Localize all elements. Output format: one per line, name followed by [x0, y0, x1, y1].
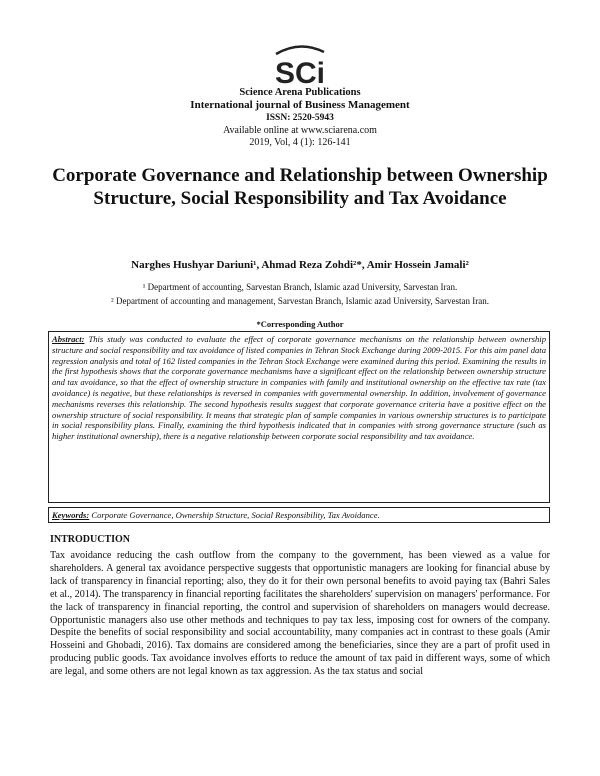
- paper-title: Corporate Governance and Relationship between Ownership Structure, Social Responsibility and Tax Avoidance: [52, 165, 548, 209]
- abstract-label: Abstract:: [52, 334, 85, 344]
- abstract-box: [48, 331, 550, 503]
- affiliation-2: ² Department of accounting and management, Sarvestan Branch, Islamic azad University, Sarvestan Iran.: [111, 296, 489, 306]
- introduction-paragraph: Tax avoidance reducing the cash outflow from the company to the government, has been viewed as a value for shareholders. A general tax avoidance perspective suggests that opportunistic managers are looking for financial abuse by lack of transparency in financial reporting; also, they do it for their own personal benefits to avoid paying tax (Bahri Sales et al., 2014). The transparency in financial reporting facilitates the shareholders' supervision on managers' performance. For the lack of transparency in financial reporting, the control and supervision of shareholders on managers would decrease. Opportunistic managers also use other methods and techniques to pay tax less, imposing cost for owners of the company. Despite the benefits of social responsibility and social accountability, many companies act in contrast to these goals (Amir Hosseini and Ghobadi, 2016). Tax domains are considered among the beneficiaries, since they are a part of profit used in producing public goods. Tax avoidance involves efforts to reduce the amount of tax paid in different ways, some of which are legal, and some others are not legal known as tax aggression. As the tax status and social: [50, 550, 550, 678]
- keywords-label: Keywords:: [52, 510, 90, 520]
- publisher-name: Science Arena Publications: [239, 87, 361, 98]
- abstract-paragraph: [52, 334, 546, 442]
- corresponding-author-note: *Corresponding Author: [256, 319, 344, 329]
- logo-text: SCi: [274, 57, 326, 88]
- keywords-box: [48, 507, 550, 523]
- volume-line: 2019, Vol, 4 (1): 126-141: [249, 137, 351, 148]
- keywords-text: Corporate Governance, Ownership Structure, Social Responsibility, Tax Avoidance.: [89, 510, 380, 520]
- abstract-text: This study was conducted to evaluate the effect of corporate governance mechanisms on the relationship between ownership structure and social responsibility and tax avoidance of listed companies in Tehran Stock Exchange during 2009-2015. For this aim panel data regression analysis and total of 162 listed companies in the Tehran Stock Exchange were examined during this period. Examining the results in the first hypothesis shows that the corporate governance mechanisms have a significant effect on the relationship between ownership structure and tax avoidance, so that the effect of ownership structure in companies with family and institutional ownership on the effective tax rate (tax avoidance) is negative, but these relationships is reversed in companies with governmental ownership. In addition, involvement of governance mechanisms reverses this relationship. The second hypothesis results suggest that corporate governance criteria have a positive effect on the ownership structure of social responsibility. It means that strategic plan of sample companies in various ownership structures is to participate in social responsibility plans. Finally, examining the third hypothesis indicated that in companies with strong governance structure (such as higher institutional ownership), there is a negative relationship between corporate social responsibility and tax avoidance.: [52, 334, 546, 442]
- issn: ISSN: 2520-5943: [266, 113, 334, 123]
- availability-line: Available online at www.sciarena.com: [223, 125, 377, 136]
- journal-name: International journal of Business Management: [190, 99, 410, 111]
- introduction-heading: INTRODUCTION: [50, 534, 131, 545]
- logo-swoosh: [276, 46, 324, 54]
- affiliation-1: ¹ Department of accounting, Sarvestan Branch, Islamic azad University, Sarvestan Iran.: [142, 282, 458, 292]
- authors: Narghes Hushyar Dariuni¹, Ahmad Reza Zohdi²*, Amir Hossein Jamali²: [131, 259, 469, 271]
- sciarena-logo: [270, 42, 330, 88]
